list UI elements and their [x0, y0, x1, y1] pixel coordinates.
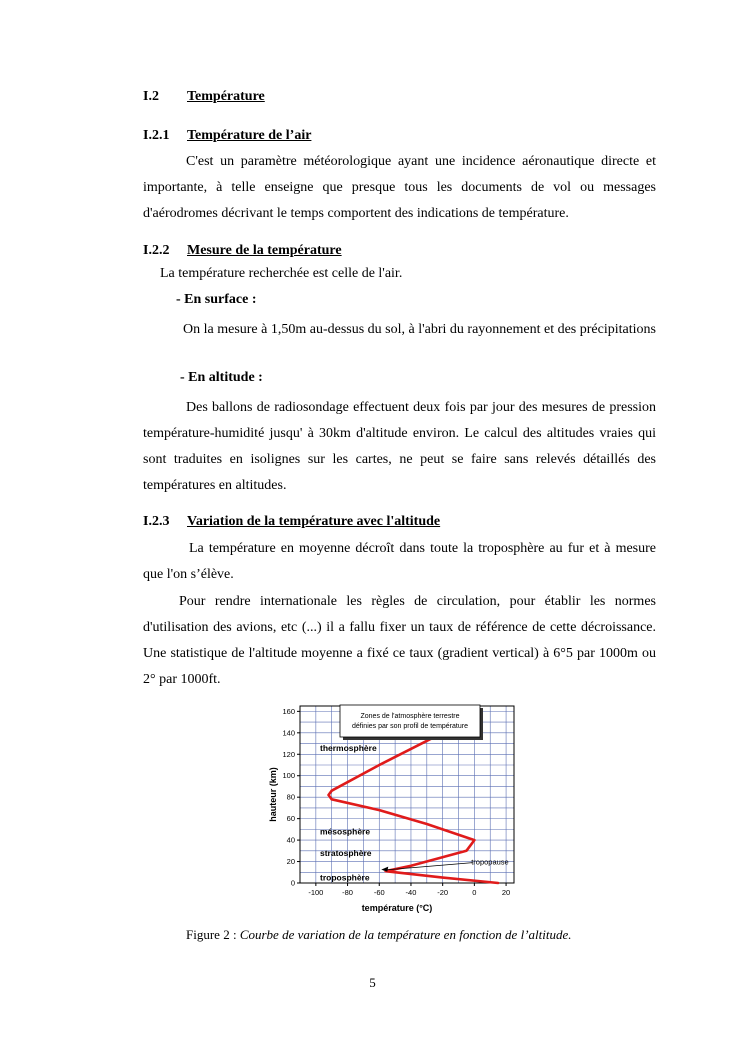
- y-axis-label: hauteur (km): [268, 767, 278, 822]
- section-number: I.2.2: [143, 243, 170, 258]
- y-tick-label: 0: [290, 878, 295, 888]
- paragraph-altitude: Des ballons de radiosondage effectuent deux fois par jour des mesures de pression température-humidité jusqu' à 30km d'altitude environ. Le calcul des altitudes vraies qui sont traduites en isolignes sur les cartes, ne peut se faire sans relevés détaillés des températures en altitudes.: [143, 400, 656, 493]
- label-surface: - En surface :: [176, 292, 257, 307]
- section-heading-variation: [143, 514, 440, 530]
- section-heading-air-temperature: [143, 128, 311, 144]
- section-title: Mesure de la température: [187, 243, 342, 258]
- zone-label-stratosphère: stratosphère: [320, 847, 372, 858]
- title-box: [340, 705, 480, 737]
- y-tick-label: 80: [286, 792, 295, 802]
- caption-label: Figure 2 :: [186, 927, 240, 942]
- section-title: Température de l’air: [187, 128, 312, 143]
- x-tick-label: -100: [308, 888, 324, 897]
- paragraph-surface: On la mesure à 1,50m au-dessus du sol, à l'abri du rayonnement et des précipitations: [183, 322, 656, 337]
- caption-text: Courbe de variation de la température en fonction de l’altitude.: [239, 927, 572, 942]
- section-heading-temperature: [143, 89, 265, 105]
- y-tick-label: 140: [282, 728, 295, 738]
- section-number: I.2.3: [143, 514, 170, 529]
- y-tick-label: 120: [282, 749, 295, 759]
- label-altitude: - En altitude :: [180, 370, 263, 385]
- section-heading-measurement: [143, 243, 342, 259]
- zone-label-mésosphère: mésosphère: [320, 826, 371, 837]
- section-title: Température: [187, 89, 265, 104]
- paragraph-measurement-intro: La température recherchée est celle de l'air.: [160, 266, 403, 281]
- temperature-profile-chart: [262, 702, 540, 920]
- x-tick-label: 20: [501, 888, 511, 897]
- paragraph-air-temperature: C'est un paramètre météorologique ayant une incidence aéronautique directe et importante, à telle enseigne que presque tous les documents de vol ou messages d'aérodromes décrivant le temps comportent des indications de température.: [143, 154, 656, 221]
- x-tick-label: -80: [342, 888, 353, 897]
- x-tick-label: -60: [373, 888, 385, 897]
- paragraph-variation-2: Pour rendre internationale les règles de circulation, pour établir les normes d'utilisation des avions, etc (...) il a fallu fixer un taux de référence de cette décroissance. Une statistique de l'altitude moyenne a fixé ce taux (gradient vertical) à 6°5 par 1000m ou 2° par 1000ft.: [143, 594, 656, 687]
- y-tick-label: 160: [282, 706, 295, 716]
- x-axis-label: température (°C): [361, 903, 433, 913]
- figure-caption: [186, 927, 572, 943]
- y-tick-label: 60: [286, 814, 295, 824]
- paragraph-variation-1: La température en moyenne décroît dans toute la troposphère au fur et à mesure que l'on s’élève.: [143, 541, 656, 582]
- chart-title-line: Zones de l'atmosphère terrestre: [360, 713, 460, 720]
- y-tick-label: 100: [282, 771, 295, 781]
- zone-label-troposphère: troposphère: [320, 872, 370, 883]
- zone-label-thermosphère: thermosphère: [320, 742, 377, 753]
- x-tick-label: -40: [405, 888, 417, 897]
- x-tick-label: -20: [437, 888, 449, 897]
- y-tick-label: 20: [286, 857, 295, 867]
- x-tick-label: 0: [472, 888, 477, 897]
- annotation-label: tropopause: [471, 857, 509, 867]
- page-number: 5: [369, 975, 376, 990]
- y-tick-label: 40: [286, 835, 295, 845]
- section-title: Variation de la température avec l'altitude: [187, 514, 441, 529]
- section-number: I.2.1: [143, 128, 170, 143]
- section-number: I.2: [143, 89, 159, 104]
- chart-title-line: définies par son profil de température: [352, 723, 468, 730]
